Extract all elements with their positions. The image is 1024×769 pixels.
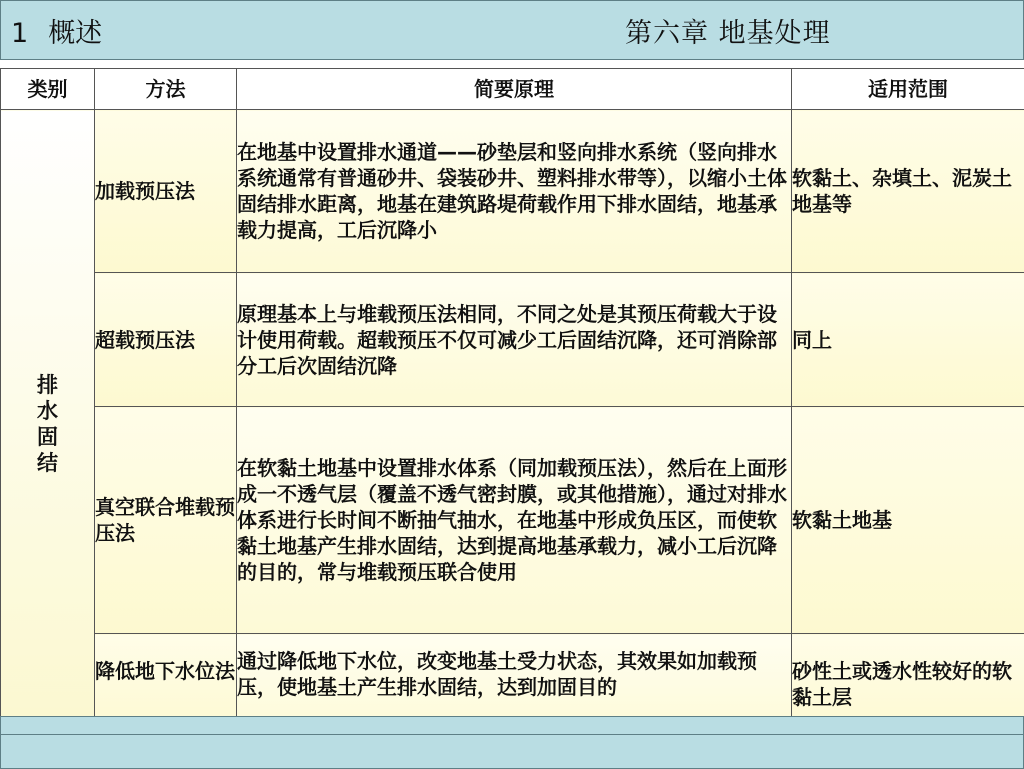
method-cell: 超载预压法 <box>95 273 237 407</box>
column-header-scope: 适用范围 <box>792 69 1024 110</box>
chapter-title: 第六章 地基处理 <box>625 11 831 50</box>
section-title <box>11 11 102 50</box>
scope-cell: 同上 <box>792 273 1024 407</box>
column-header-category: 类别 <box>1 69 95 110</box>
ground-treatment-table <box>0 68 1024 739</box>
table-row <box>1 110 1024 273</box>
principle-cell: 在地基中设置排水通道——砂垫层和竖向排水系统（竖向排水系统通常有普通砂井、袋装砂井、塑料排水带等），以缩小土体固结排水距离，地基在建筑路堤荷载作用下排水固结，地基承载力提高，工后沉降小 <box>237 110 792 273</box>
scope-cell: 软黏土、杂填土、泥炭土地基等 <box>792 110 1024 273</box>
table-row <box>1 407 1024 634</box>
section-number: 1 <box>11 18 28 49</box>
footer-bar <box>0 716 1024 769</box>
column-header-principle: 简要原理 <box>237 69 792 110</box>
scope-cell: 砂性土或透水性较好的软黏土层 <box>792 634 1024 739</box>
category-cell <box>1 110 95 739</box>
table-row <box>1 273 1024 407</box>
section-title-text: 概述 <box>48 18 102 49</box>
scope-cell: 软黏土地基 <box>792 407 1024 634</box>
table-header-row <box>1 69 1024 110</box>
method-cell: 真空联合堆载预压法 <box>95 407 237 634</box>
method-cell: 降低地下水位法 <box>95 634 237 739</box>
title-bar <box>0 0 1024 60</box>
principle-cell: 在软黏土地基中设置排水体系（同加载预压法），然后在上面形成一不透气层（覆盖不透气密封膜，或其他措施），通过对排水体系进行长时间不断抽气抽水，在地基中形成负压区，而使软黏土地基产生排水固结，达到提高地基承载力，减小工后沉降的目的，常与堆载预压联合使用 <box>237 407 792 634</box>
principle-cell: 原理基本上与堆载预压法相同，不同之处是其预压荷载大于设计使用荷载。超载预压不仅可减少工后固结沉降，还可消除部分工后次固结沉降 <box>237 273 792 407</box>
method-cell: 加载预压法 <box>95 110 237 273</box>
category-label: 排水固结 <box>37 372 59 476</box>
footer-divider <box>0 734 1024 735</box>
principle-cell: 通过降低地下水位，改变地基土受力状态，其效果如加载预压，使地基土产生排水固结，达到加固目的 <box>237 634 792 739</box>
column-header-method: 方法 <box>95 69 237 110</box>
